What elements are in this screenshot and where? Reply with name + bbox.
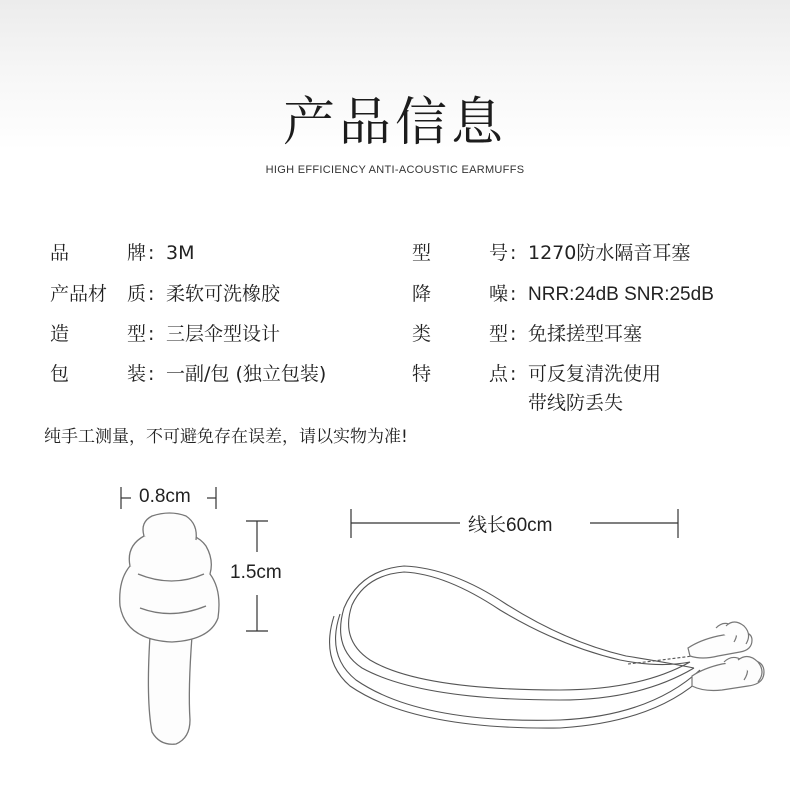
spec-colon: : bbox=[510, 363, 517, 385]
spec-colon: : bbox=[148, 323, 155, 345]
spec-label: 型 号 bbox=[412, 242, 508, 264]
spec-colon: : bbox=[510, 323, 517, 345]
spec-label: 产品材 质 bbox=[50, 283, 146, 305]
spec-colon: : bbox=[510, 283, 517, 305]
spec-colon: : bbox=[148, 283, 155, 305]
page-title: 产品信息 bbox=[282, 93, 507, 153]
spec-value-material: 柔软可洗橡胶 bbox=[166, 283, 281, 305]
spec-label: 包 装 bbox=[50, 363, 146, 385]
spec-colon: : bbox=[148, 363, 155, 385]
spec-value-model: 1270防水隔音耳塞 bbox=[528, 242, 691, 264]
spec-label: 造 型 bbox=[50, 323, 146, 345]
page-subtitle: HIGH EFFICIENCY ANTI-ACOUSTIC EARMUFFS bbox=[265, 164, 525, 176]
spec-colon: : bbox=[510, 242, 517, 264]
spec-value-noise: NRR:24dB SNR:25dB bbox=[528, 284, 714, 305]
spec-value-shape: 三层伞型设计 bbox=[166, 323, 281, 345]
spec-label: 特 点 bbox=[412, 363, 508, 385]
spec-value-type: 免揉搓型耳塞 bbox=[528, 323, 643, 345]
width-dimension-label: 0.8cm bbox=[139, 486, 191, 507]
spec-label: 降 噪 bbox=[412, 283, 508, 305]
spec-colon: : bbox=[148, 242, 155, 264]
spec-value-feature-extra: 带线防丢失 bbox=[528, 392, 624, 414]
height-dimension-label: 1.5cm bbox=[230, 562, 282, 583]
spec-value-brand: 3M bbox=[166, 242, 195, 264]
earplug-drawing bbox=[120, 513, 219, 744]
cord-length-label: 线长60cm bbox=[468, 515, 553, 536]
spec-value-feature: 可反复清洗使用 bbox=[528, 363, 662, 385]
spec-value-packaging: 一副/包 (独立包装) bbox=[166, 363, 327, 385]
mini-earplug-bottom bbox=[692, 656, 764, 690]
spec-label: 类 型 bbox=[412, 323, 508, 345]
measurement-disclaimer: 纯手工测量，不可避免存在误差，请以实物为准! bbox=[44, 427, 408, 447]
mini-earplug-top bbox=[688, 622, 752, 658]
corded-earplugs-drawing bbox=[330, 566, 704, 728]
spec-label: 品 牌 bbox=[50, 242, 146, 264]
